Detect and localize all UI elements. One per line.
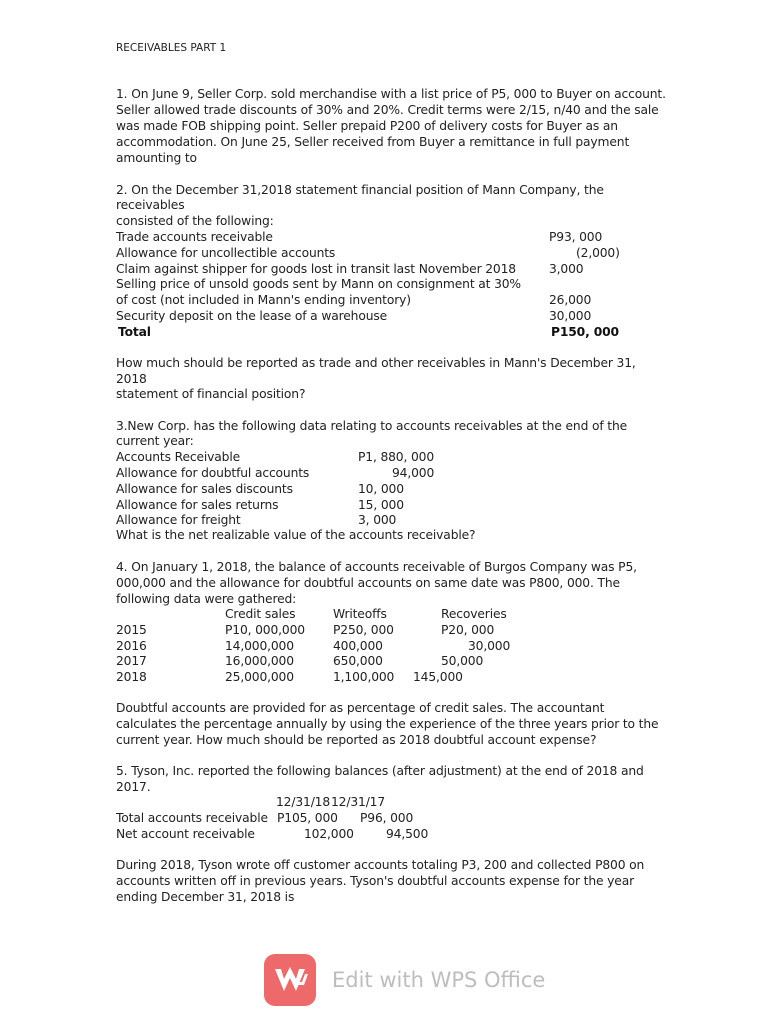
- q1-line: amounting to: [116, 151, 197, 165]
- q4-intro: 000,000 and the allowance for doubtful accounts on same date was P800, 000. The: [116, 576, 620, 590]
- q1-line: was made FOB shipping point. Seller prepaid P200 of delivery costs for Buyer as an: [116, 119, 618, 133]
- q5-value-2017: P96, 000: [360, 811, 414, 825]
- q4-recoveries: 30,000: [468, 639, 511, 653]
- q4-credit-sales: 16,000,000: [225, 654, 294, 668]
- q1-line: 1. On June 9, Seller Corp. sold merchandise with a list price of P5, 000 to Buyer on account.: [116, 87, 666, 101]
- q3-row-label: Allowance for doubtful accounts: [116, 466, 310, 480]
- q2-intro: 2. On the December 31,2018 statement financial position of Mann Company, the: [116, 183, 604, 197]
- q3-intro: current year:: [116, 434, 194, 448]
- document-header: RECEIVABLES PART 1: [116, 42, 227, 54]
- q4-recoveries: 50,000: [441, 654, 484, 668]
- q4-col-header: Recoveries: [441, 607, 507, 621]
- q2-row-label: Trade accounts receivable: [116, 230, 273, 244]
- q4-question: current year. How much should be reported as 2018 doubtful account expense?: [116, 733, 597, 747]
- q4-intro: 4. On January 1, 2018, the balance of accounts receivable of Burgos Company was P5,: [116, 560, 637, 574]
- q2-row-label: Security deposit on the lease of a warehouse: [116, 309, 388, 323]
- q4-year: 2015: [116, 623, 147, 637]
- q2-question: 2018: [116, 372, 147, 386]
- q2-total-value: P150, 000: [551, 325, 619, 339]
- q2-row-value: 3,000: [549, 262, 584, 276]
- q4-year: 2017: [116, 654, 147, 668]
- q4-credit-sales: 25,000,000: [225, 670, 294, 684]
- q2-row-value: (2,000): [576, 246, 620, 260]
- q3-intro: 3.New Corp. has the following data relating to accounts receivables at the end of the: [116, 419, 628, 433]
- q5-row-label: Total accounts receivable: [116, 811, 268, 825]
- q3-row-label: Allowance for sales returns: [116, 498, 279, 512]
- q2-row-label: Claim against shipper for goods lost in transit last November 2018: [116, 262, 516, 276]
- q4-writeoffs: P250, 000: [333, 623, 394, 637]
- wps-logo-icon[interactable]: [264, 954, 316, 1006]
- q4-question: Doubtful accounts are provided for as percentage of credit sales. The accountant: [116, 701, 605, 715]
- q2-row-label: Selling price of unsold goods sent by Mann on consignment at 30%: [116, 277, 521, 291]
- q1-line: accommodation. On June 25, Seller received from Buyer a remittance in full payment: [116, 135, 630, 149]
- q5-question: ending December 31, 2018 is: [116, 890, 295, 904]
- q4-year: 2018: [116, 670, 147, 684]
- q3-question: What is the net realizable value of the accounts receivable?: [116, 528, 476, 542]
- q4-question: calculates the percentage annually by using the experience of the three years prior to the: [116, 717, 659, 731]
- q2-row-label: of cost (not included in Mann's ending inventory): [116, 293, 411, 307]
- q4-intro: following data were gathered:: [116, 592, 297, 606]
- q4-writeoffs: 400,000: [333, 639, 383, 653]
- wps-logo-mark: [264, 954, 316, 1006]
- q5-value-2017: 94,500: [386, 827, 429, 841]
- q2-row-value: 26,000: [549, 293, 592, 307]
- q4-credit-sales: P10, 000,000: [225, 623, 305, 637]
- wps-footer-text[interactable]: Edit with WPS Office: [332, 968, 546, 992]
- q2-row-value: P93, 000: [549, 230, 603, 244]
- q4-year: 2016: [116, 639, 147, 653]
- q5-col-header: 12/31/17: [331, 795, 386, 809]
- q1-line: Seller allowed trade discounts of 30% and 20%. Credit terms were 2/15, n/40 and the sale: [116, 103, 659, 117]
- q3-row-value: 3, 000: [358, 513, 397, 527]
- q5-question: accounts written off in previous years. Tyson's doubtful accounts expense for the year: [116, 874, 635, 888]
- q4-writeoffs: 650,000: [333, 654, 383, 668]
- q5-intro: 2017.: [116, 780, 151, 794]
- q5-question: During 2018, Tyson wrote off customer accounts totaling P3, 200 and collected P800 on: [116, 858, 645, 872]
- q3-row-label: Allowance for sales discounts: [116, 482, 293, 496]
- q5-intro: 5. Tyson, Inc. reported the following balances (after adjustment) at the end of 2018 and: [116, 764, 644, 778]
- q5-row-label: Net account receivable: [116, 827, 255, 841]
- q2-question: statement of financial position?: [116, 387, 306, 401]
- q3-row-value: 94,000: [392, 466, 435, 480]
- q2-row-value: 30,000: [549, 309, 592, 323]
- q2-question: How much should be reported as trade and other receivables in Mann's December 31,: [116, 356, 636, 370]
- q3-row-value: P1, 880, 000: [358, 450, 435, 464]
- q3-row-label: Accounts Receivable: [116, 450, 241, 464]
- q4-recoveries: P20, 000: [441, 623, 495, 637]
- q4-recoveries: 145,000: [413, 670, 463, 684]
- q5-col-header: 12/31/18: [276, 795, 331, 809]
- q2-total-label: Total: [118, 325, 151, 339]
- q4-col-header: Writeoffs: [333, 607, 387, 621]
- q3-row-value: 15, 000: [358, 498, 404, 512]
- q4-col-header: Credit sales: [225, 607, 296, 621]
- q4-credit-sales: 14,000,000: [225, 639, 294, 653]
- q2-intro: receivables: [116, 198, 185, 212]
- q2-intro: consisted of the following:: [116, 214, 274, 228]
- q3-row-value: 10, 000: [358, 482, 404, 496]
- q3-row-label: Allowance for freight: [116, 513, 241, 527]
- q4-writeoffs: 1,100,000: [333, 670, 395, 684]
- q5-value-2018: 102,000: [304, 827, 354, 841]
- q5-value-2018: P105, 000: [277, 811, 338, 825]
- q2-row-label: Allowance for uncollectible accounts: [116, 246, 336, 260]
